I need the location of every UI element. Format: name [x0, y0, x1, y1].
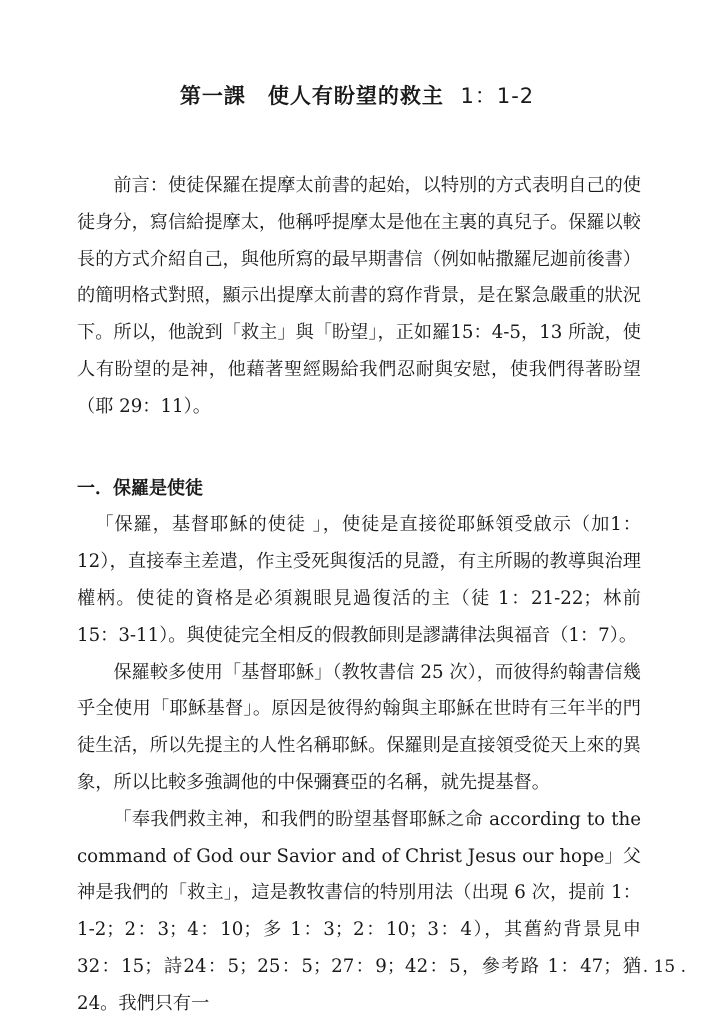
section-heading: 一．保羅是使徒 — [77, 477, 203, 499]
lesson-number: 第一課 — [179, 84, 246, 108]
section-paragraph-1: 「保羅，基督耶穌的使徒 」，使徒是直接從耶穌領受啟示（加1：12），直接奉主差遣，作主受死與復活的見證，有主所賜的教導與治理權柄。使徒的資格是必須親眼見過復活的主（徒 1：21-22；林前15：3-11）。與使徒完全相反的假教師則是謬講律法與福音（1：7）。 — [77, 514, 641, 646]
lesson-subject: 使人有盼望的救主 — [267, 84, 444, 108]
intro-paragraph: 前言：使徒保羅在提摩太前書的起始，以特別的方式表明自己的使徒身分，寫信給提摩太，他稱呼提摩太是他在主裏的真兒子。保羅以較長的方式介紹自己，與他所寫的最早期書信（例如帖撒羅尼迦前後書）的簡明格式對照，顯示出提摩太前書的寫作背景，是在緊急嚴重的狀況下。所以，他說到「救主」與「盼望」，正如羅15：4-5，13 所說，使人有盼望的是神，他藉著聖經賜給我們忍耐與安慰，使我們得著盼望（耶 29：11）。 — [77, 175, 641, 417]
section-paragraph-2: 保羅較多使用「基督耶穌」（教牧書信 25 次），而彼得約翰書信幾乎全使用「耶穌基督」。原因是彼得約翰與主耶穌在世時有三年半的門徒生活，所以先提主的人性名稱耶穌。保羅則是直接領受從天上來的異象，所以比較多強調他的中保彌賽亞的名稱，就先提基督。 — [77, 661, 641, 793]
page-title — [0, 80, 714, 110]
page-number: . 15 . — [642, 957, 686, 977]
body-text — [77, 168, 641, 1023]
lesson-reference: 1：1-2 — [460, 84, 535, 108]
section-paragraph-3: 「奉我們救主神，和我們的盼望基督耶穌之命 according to the command of God our Savior and of Christ Jesus our hope」父神是我們的「救主」，這是教牧書信的特別用法（出現 6 次，提前 1：1-2；2：3；4：10；多 1：3；2：10；3：4），其舊約背景見申 32：15；詩24：5；25：5；27：9；42：5，參考路 1：47；猶 24。我們只有一 — [77, 808, 641, 1014]
